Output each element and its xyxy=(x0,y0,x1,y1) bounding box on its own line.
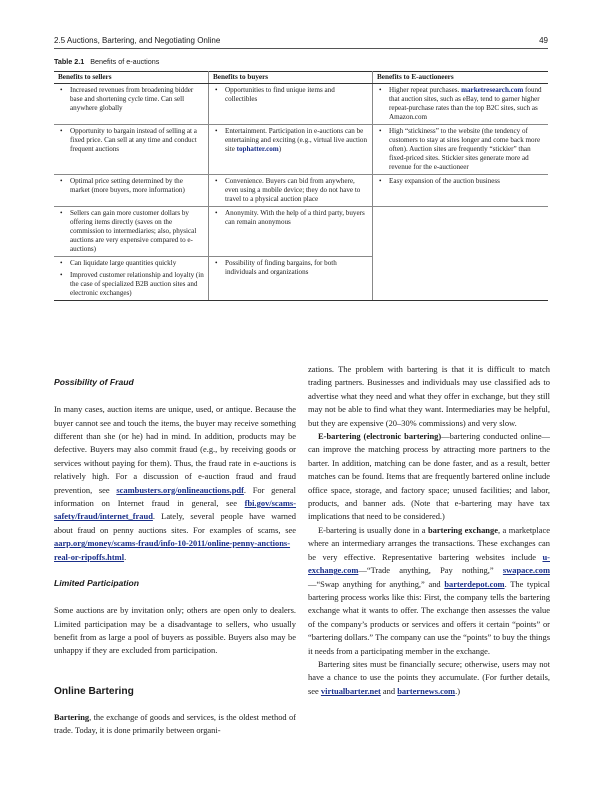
url-link[interactable]: barterdepot.com xyxy=(444,578,505,589)
table-row xyxy=(54,125,548,175)
ebartering-paragraph: E-bartering (electronic bartering)—bartering conducted online—can improve the matching process by attracting more partners to the barter. In addition, matching can be done faster, and as a result, better matches can be found. Items that are frequently bartered online include office space, storage, and factory space; unused facilities; and labor, products, and banner ads. (Note that e-bartering may have tax implications that need to be considered.) xyxy=(308,431,550,522)
fraud-paragraph: In many cases, auction items are unique, used, or antique. Because the buyer cannot see and touch the items, the buyer may receive something different than she (or he) had in mind. In addition, products may be defective. Buyers may also commit fraud (e.g., by receiving goods or services without paying for them). Thus, the fraud rate in e-auctions is relatively high. For a discussion of e-auction fraud and fraud prevention, see scambusters.org/onlineauctions.pdf. For general information on Internet fraud in general, see fbi.gov/scams-safety/fraud/internet_fraud. Lately, several people have warned about fraud on penny auctions sites. For examples of scams, see aarp.org/money/scams-fraud/info-10-2011/online-penny-anctions-real-or-ripoffs.html. xyxy=(54,404,296,562)
url-link[interactable]: fbi.gov/scams-safety/fraud/internet_fraud xyxy=(54,498,296,522)
table-body xyxy=(54,84,548,301)
page-number: 49 xyxy=(539,36,548,45)
buyer-benefit: • Entertainment. Participation in e-auctions can be entertaining and exciting (e.g., virtual live auction site tophatter.com) xyxy=(213,127,368,154)
url-link[interactable]: barternews.com xyxy=(397,685,456,696)
limited-paragraph: Some auctions are by invitation only; others are open only to dealers. Limited participation may be a disadvantage to sellers, who usually benefit from as large a pool of buyers as possible. Buyers also may be unhappy if they are excluded from participation. xyxy=(54,605,296,656)
table-header-row xyxy=(54,72,548,84)
col-header-buyers: Benefits to buyers xyxy=(209,72,373,84)
table-number: Table 2.1 xyxy=(54,57,85,66)
seller-benefit: • Sellers can gain more customer dollars by offering items directly (saves on the commission to intermediaries; also, physical auctions are very expensive compared to e-auctions) xyxy=(58,209,204,254)
table-row xyxy=(54,84,548,125)
buyer-benefit: • Opportunities to find unique items and collectibles xyxy=(213,86,368,104)
key-term: Bartering xyxy=(54,711,90,722)
table-row xyxy=(54,257,548,301)
bartering-paragraph: Bartering, the exchange of goods and services, is the oldest method of trade. Today, it is done primarily between organi- xyxy=(54,711,296,736)
key-term: E-bartering (electronic bartering) xyxy=(318,431,442,442)
url-link[interactable]: marketresearch.com xyxy=(461,86,524,94)
seller-benefit: • Increased revenues from broadening bidder base and shortening cycle time. Can sell anywhere globally xyxy=(58,86,204,113)
buyer-benefit: • Convenience. Buyers can bid from anywhere, even using a mobile device; they do not have to travel to a physical auction place xyxy=(213,177,368,204)
bartering-paragraph-continued: zations. The problem with bartering is that it is difficult to match trading partners. Businesses and individuals may use classified ads to advertise what they need and what they offer in exchange, but they still may not be able to find what they want. Intermediaries may be helpful, but they are expensive (20–30% commissions) and very slow. xyxy=(308,364,550,428)
right-column xyxy=(308,363,550,698)
header-rule xyxy=(54,48,548,49)
section-title: 2.5 Auctions, Bartering, and Negotiating Online xyxy=(54,36,221,45)
body-text xyxy=(54,363,548,783)
auctioneer-benefit: • Higher repeat purchases. marketresearch.com found that auction sites, such as eBay, tend to garner higher repeat-purchase rates than the top B2C sites, such as Amazon.com xyxy=(377,86,544,122)
seller-benefit: • Improved customer relationship and loyalty (in the case of specialized B2B auction sites and electronic exchanges) xyxy=(58,271,204,298)
seller-benefit: • Optimal price setting determined by the market (more buyers, more information) xyxy=(58,177,204,195)
auctioneer-benefit: • Easy expansion of the auction business xyxy=(377,177,544,186)
buyer-benefit: • Anonymity. With the help of a third party, buyers can remain anonymous xyxy=(213,209,368,227)
auctioneer-benefit: • High “stickiness” to the website (the tendency of customers to stay at sites longer and come back more often). Auction sites are frequently “stickier” than fixed-priced sites. Stickier sites generate more ad revenue for the e-auctioneer xyxy=(377,127,544,172)
url-link[interactable]: tophatter.com xyxy=(236,145,279,153)
url-link[interactable]: u-exchange.com xyxy=(308,551,550,576)
table-caption xyxy=(54,57,159,66)
table-row xyxy=(54,207,548,257)
left-column xyxy=(54,363,296,737)
url-link[interactable]: aarp.org/money/scams-fraud/info-10-2011/online-penny-anctions-real-or-ripoffs.html xyxy=(54,538,291,562)
bartering-heading: Online Bartering xyxy=(54,686,134,698)
limited-heading: Limited Participation xyxy=(54,578,139,589)
buyer-benefit: • Possibility of finding bargains, for both individuals and organizations xyxy=(213,259,368,277)
seller-benefit: • Opportunity to bargain instead of selling at a fixed price. Can sell at any time and conduct frequent auctions xyxy=(58,127,204,154)
table-row xyxy=(54,175,548,207)
benefits-table xyxy=(54,71,548,301)
fraud-heading: Possibility of Fraud xyxy=(54,377,134,388)
url-link[interactable]: swapace.com xyxy=(502,565,550,576)
col-header-sellers: Benefits to sellers xyxy=(54,72,209,84)
seller-benefit: • Can liquidate large quantities quickly xyxy=(58,259,204,268)
secure-paragraph: Bartering sites must be financially secure; otherwise, users may not have a chance to use the points they accumulate. (For further details, see virtualbarter.net and barternews.com.) xyxy=(308,658,550,696)
url-link[interactable]: virtualbarter.net xyxy=(320,685,381,696)
url-link[interactable]: scambusters.org/onlineauctions.pdf xyxy=(116,484,244,495)
exchange-paragraph: E-bartering is usually done in a bartering exchange, a marketplace where an intermediary arranges the transactions. These exchanges can be very effective. Representative bartering websites include u-exchange.com—“Trade anything, Pay nothing,” swapace.com—“Swap anything for anything,” and barterdepot.com. The typical bartering process works like this: First, the company tells the bartering exchange what it wants to offer. The exchange then assesses the value of the company’s products or services and offers it certain “points” or “bartering dollars.” The company can use the “points” to buy the things it needs from a participating member in the exchange. xyxy=(308,524,550,656)
table-title: Benefits of e-auctions xyxy=(90,57,160,66)
col-header-auctioneers: Benefits to E-auctioneers xyxy=(373,72,549,84)
key-term: bartering exchange xyxy=(427,524,498,535)
